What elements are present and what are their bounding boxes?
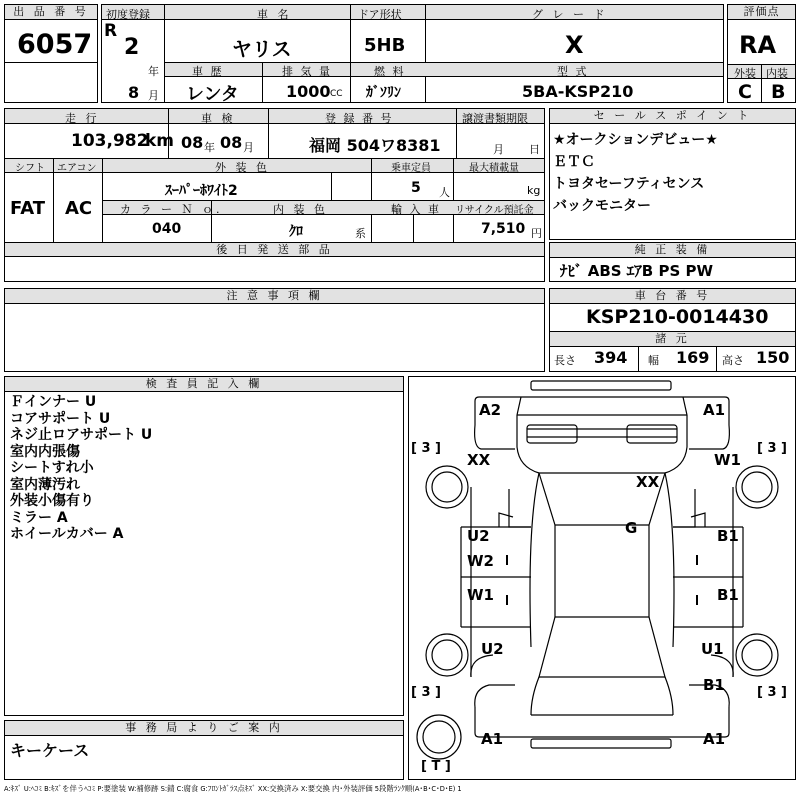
inspector-note: シートすれ小	[10, 460, 94, 476]
sales-points-box	[549, 108, 796, 240]
ac: AC	[65, 198, 93, 219]
lot-number-label: 出 品 番 号	[5, 5, 97, 20]
inspection-label: 車 検	[201, 112, 236, 125]
sales-point-item: ＥＴＣ	[553, 154, 595, 170]
equipment-value: ﾅﾋﾞ ABS ｴｱB PS PW	[560, 262, 714, 280]
inspector-note: 室内内張傷	[10, 443, 80, 460]
capacity-label: 乗車定員	[391, 163, 431, 174]
sales-point-item: トヨタセーフティセンス	[553, 176, 705, 192]
damage-mark-a1-rear-left: A1	[481, 730, 504, 748]
damage-mark-b1-front-right: B1	[717, 527, 739, 545]
sales-point-item: バックモニター	[553, 198, 651, 214]
later-parts-label: 後 日 発 送 部 品	[5, 243, 544, 257]
tire-tread-rear-right: [ 3 ]	[757, 685, 787, 700]
transfer-label: 譲渡書類期限	[462, 112, 528, 125]
damage-mark-w2-door: W2	[467, 552, 494, 570]
notes-label: 注 意 事 項 欄	[5, 289, 544, 304]
chassis-label: 車 台 番 号	[550, 289, 795, 304]
damage-mark-u2-door: U2	[467, 527, 490, 545]
height-label: 高さ	[722, 354, 744, 367]
chassis-number: KSP210-0014430	[586, 306, 769, 328]
int-grade: B	[771, 81, 786, 103]
inspector-note: Ｆインナー U	[10, 394, 97, 410]
color-number: 040	[152, 221, 182, 237]
transfer-day-unit: 日	[529, 143, 540, 156]
damage-mark-g: G	[625, 519, 638, 537]
lot-number: 6057	[17, 29, 93, 60]
sales-point-item: ★オークションデビュー★	[553, 132, 718, 148]
office-box	[4, 720, 404, 780]
mileage: 103,982	[71, 131, 149, 151]
score: RA	[739, 31, 777, 59]
car-diagram	[409, 377, 795, 779]
damage-mark-u1-wheel: U1	[701, 640, 724, 658]
mileage-unit: km	[145, 131, 175, 151]
month-unit: 月	[148, 89, 159, 102]
plate-label: 登 録 番 号	[325, 112, 394, 125]
door-label: ドア形状	[358, 8, 402, 21]
chassis-box	[549, 288, 796, 372]
tire-tread-front-right: [ 3 ]	[757, 441, 787, 456]
spec-box	[101, 4, 724, 103]
displacement-unit: CC	[330, 89, 343, 99]
displacement: 1000	[286, 82, 331, 101]
int-label: 内装	[766, 67, 788, 80]
inspector-note: ミラー A	[10, 509, 68, 526]
interior-unit: 系	[355, 227, 366, 240]
load-unit: kg	[527, 184, 541, 197]
shift-label: シフト	[15, 163, 45, 174]
height-value: 150	[756, 348, 790, 367]
fuel-label: 燃 料	[374, 65, 406, 78]
plate-number: 福岡 504ワ8381	[309, 136, 441, 155]
inspector-box	[4, 376, 404, 716]
first-reg-label: 初度登録	[106, 8, 150, 21]
model-code: 5BA-KSP210	[522, 82, 634, 101]
transfer-month-unit: 月	[493, 143, 504, 156]
model-label: 型 式	[557, 65, 589, 78]
inspection-year-unit: 年	[204, 141, 215, 154]
office-note: キーケース	[10, 741, 90, 760]
interior-color: ｸﾛ	[289, 224, 303, 240]
damage-mark-a1-front: A1	[703, 401, 726, 419]
inspector-note: 室内薄汚れ	[10, 476, 80, 493]
reg-month: 8	[128, 83, 140, 102]
equipment-label: 純 正 装 備	[550, 243, 795, 258]
damage-mark-b1-bottom: B1	[703, 676, 725, 694]
capacity-unit: 人	[439, 186, 450, 199]
damage-mark-u2-wheel: U2	[481, 640, 504, 658]
interior-label: 内 装 色	[273, 203, 328, 216]
recycle-label: リサイクル預託金	[455, 205, 534, 216]
damage-mark-a1-rear-right: A1	[703, 730, 726, 748]
inspection-month-unit: 月	[243, 141, 254, 154]
car-diagram-box	[408, 376, 796, 780]
tire-tread-rear-left: [ 3 ]	[411, 685, 441, 700]
inspector-note: ホイールカバー A	[10, 526, 124, 542]
inspector-note: 外装小傷有り	[10, 493, 94, 509]
inspection-year: 08	[181, 133, 204, 152]
inspector-note: コアサポート U	[10, 410, 111, 427]
import-label: 輸 入 車	[391, 203, 441, 216]
length-value: 394	[594, 348, 628, 367]
score-label: 評価点	[728, 5, 795, 20]
inspection-month: 08	[220, 133, 243, 152]
grade-label: グ レ ー ド	[532, 8, 608, 21]
width-label: 幅	[648, 354, 659, 367]
ext-grade: C	[738, 81, 752, 103]
office-label: 事 務 局 よ り ご 案 内	[5, 721, 403, 736]
damage-mark-xx-left: XX	[467, 451, 491, 469]
load-label: 最大積載量	[469, 163, 519, 174]
grade: X	[565, 31, 584, 59]
damage-mark-a2: A2	[479, 401, 502, 419]
ext-label: 外装	[734, 67, 756, 80]
tire-tread-front-left: [ 3 ]	[411, 441, 441, 456]
era: R	[104, 21, 118, 41]
fuel: ｶﾞｿﾘﾝ	[366, 85, 401, 101]
length-label: 長さ	[554, 354, 576, 367]
damage-mark-b1-rear-right: B1	[717, 586, 739, 604]
damage-mark-w1-right: W1	[714, 451, 741, 469]
inspector-label: 検 査 員 記 入 欄	[5, 377, 403, 392]
history: レンタ	[186, 84, 239, 105]
reg-year: 2	[124, 35, 140, 60]
exterior-color: ｽｰﾊﾟｰﾎﾜｲﾄ2	[165, 183, 238, 199]
damage-mark-xx-roof: XX	[636, 473, 660, 491]
car-name-label: 車 名	[257, 8, 292, 21]
dims-label: 諸 元	[550, 332, 795, 347]
inspector-note: ネジ止ロアサポート U	[10, 427, 153, 443]
lot-number-box	[4, 4, 98, 103]
damage-mark-w1-rear: W1	[467, 586, 494, 604]
displacement-label: 排 気 量	[282, 65, 332, 78]
recycle-fee: 7,510	[481, 221, 526, 237]
mileage-label: 走 行	[65, 112, 100, 125]
spare-tire-mark: [ T ]	[421, 759, 451, 774]
history-label: 車 歴	[192, 65, 224, 78]
car-name: ヤリス	[232, 37, 292, 61]
capacity: 5	[411, 180, 421, 196]
door-type: 5HB	[364, 35, 406, 56]
detail-box	[4, 108, 545, 282]
damage-legend: A:ｷｽﾞ U:ﾍｺﾐ B:ｷｽﾞを伴うﾍｺﾐ P:要塗装 W:補修跡 S:錆 C:腐食 G:ﾌﾛﾝﾄｶﾞﾗｽ点ｷｽﾞ XX:交換済み X:要交換 内･外装評価 5段階ﾗﾝｸ順(A･B･C･D･E) 1	[4, 784, 462, 793]
year-unit: 年	[148, 65, 159, 78]
score-box	[727, 4, 796, 103]
color-no-label: カ ラ ー Ｎ ｏ.	[120, 203, 223, 216]
recycle-unit: 円	[531, 227, 542, 240]
width-value: 169	[676, 348, 710, 367]
ac-label: エアコン	[57, 163, 97, 174]
color-label: 外 装 色	[215, 161, 270, 174]
shift: FAT	[10, 198, 46, 219]
sales-points-label: セ ー ル ス ポ イ ン ト	[550, 109, 795, 124]
equipment-box	[549, 242, 796, 282]
notes-box	[4, 288, 545, 372]
